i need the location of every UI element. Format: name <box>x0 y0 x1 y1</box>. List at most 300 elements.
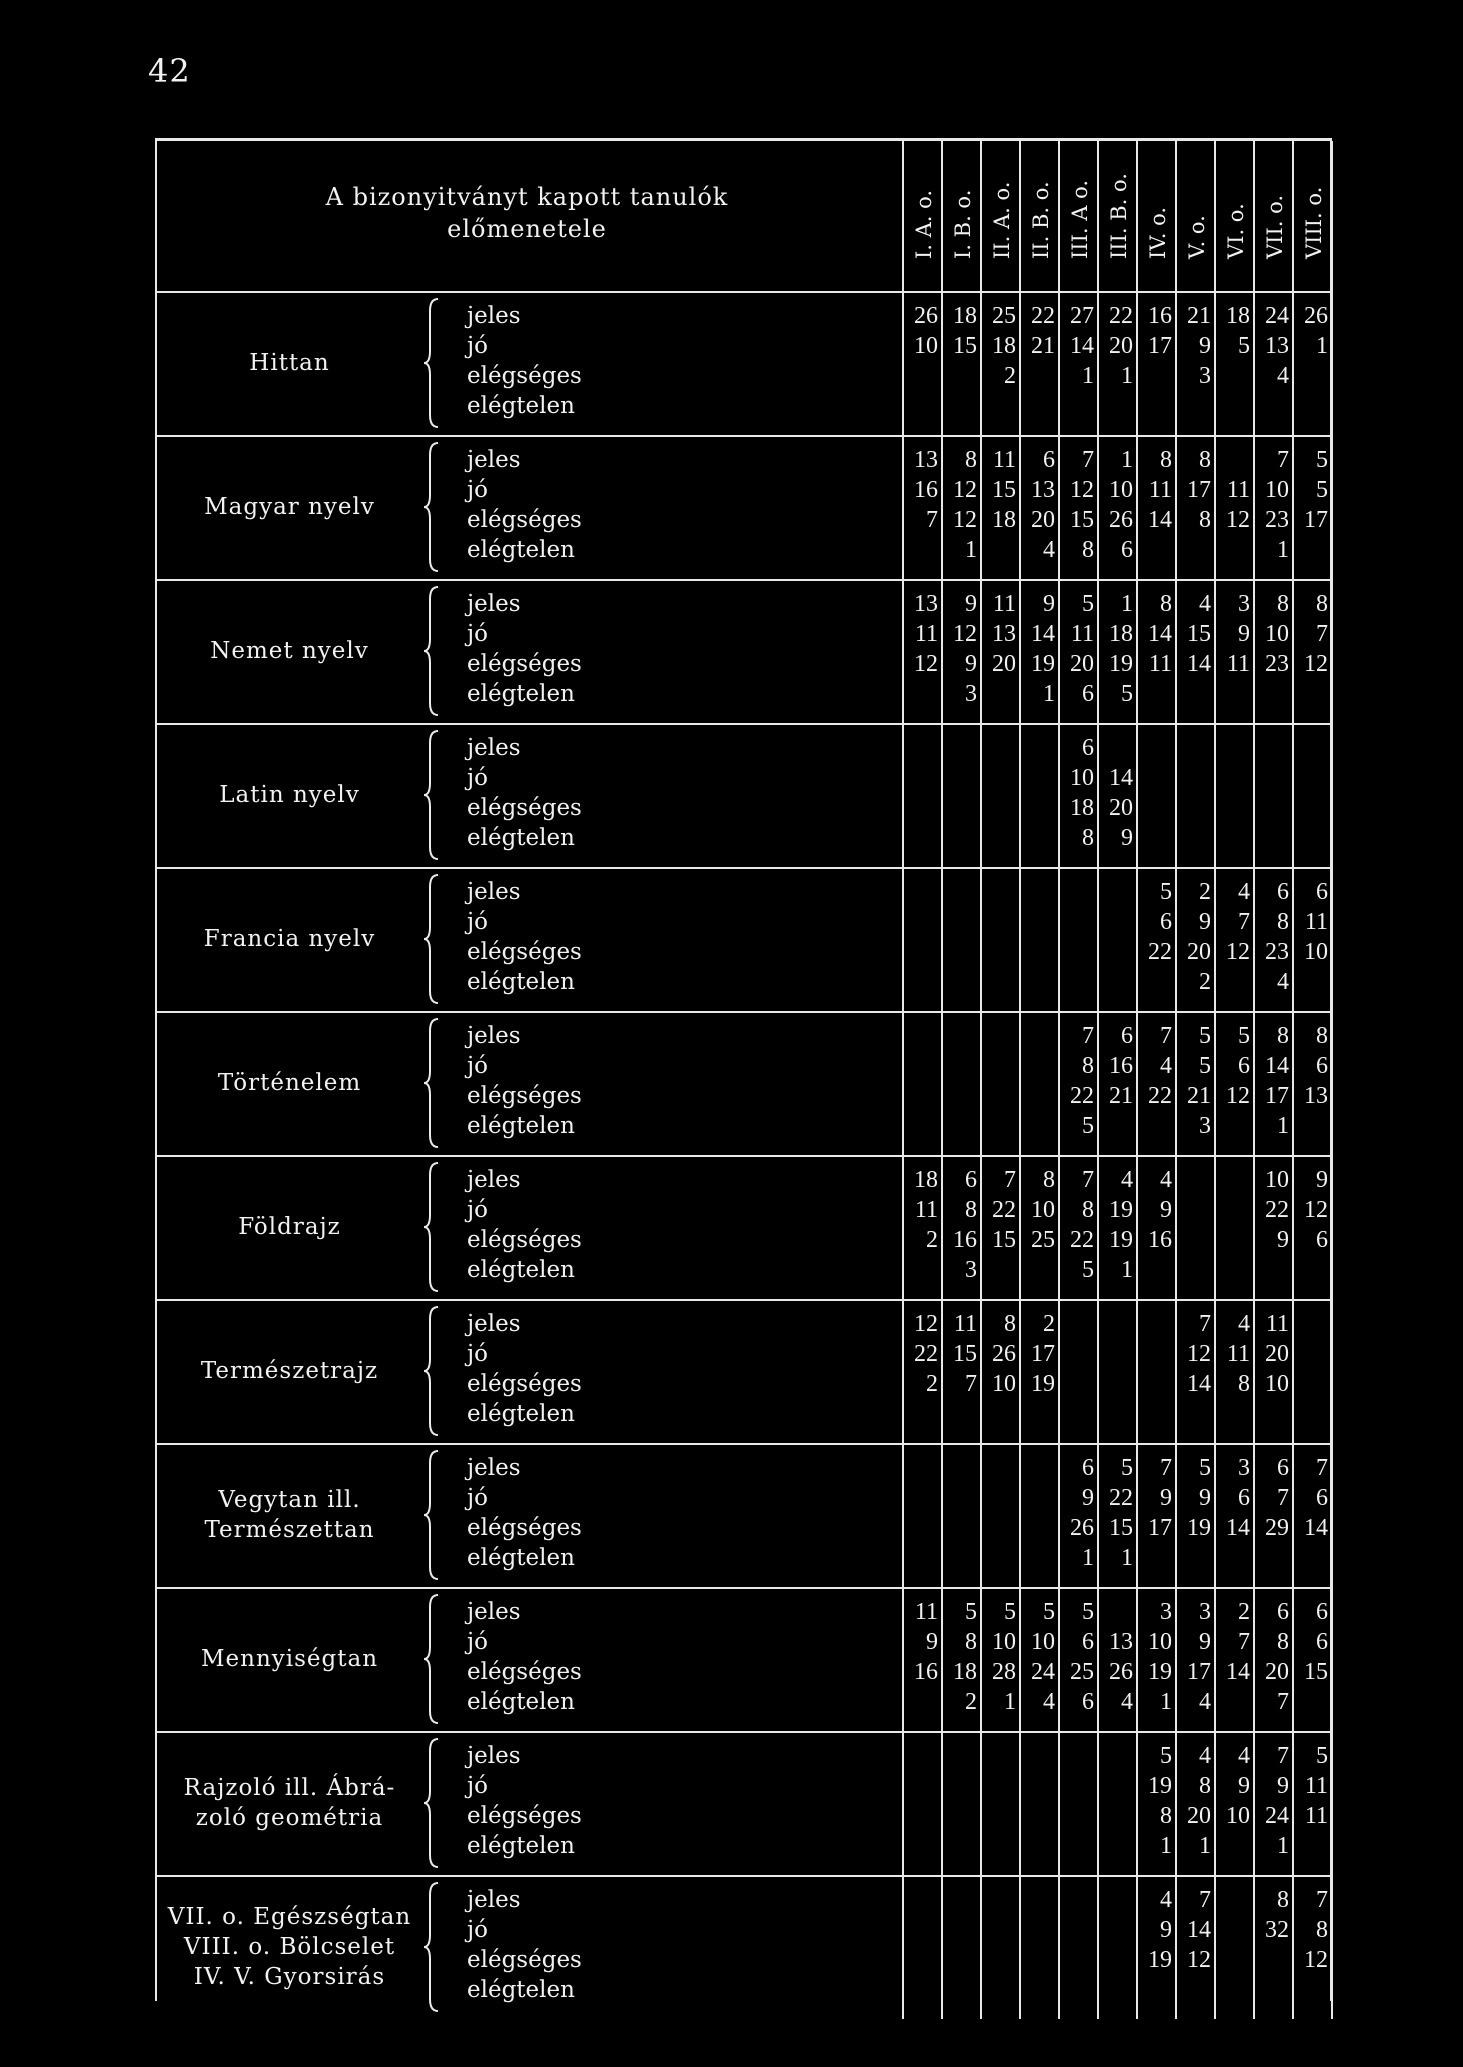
count-cell <box>980 1975 1019 2005</box>
count-cell: 2 <box>1043 1311 1055 1337</box>
count-cell: 2 <box>1238 1599 1250 1625</box>
count-cell: 9 <box>926 1629 938 1655</box>
count-cell <box>1136 1399 1175 1429</box>
column-header-label: III. A o. <box>1067 179 1092 259</box>
count-cell: 20 <box>992 651 1016 677</box>
subject-name: Latin nyelv <box>219 782 360 808</box>
count-cell <box>1019 1483 1058 1513</box>
column-header-label: V. o. <box>1184 215 1209 259</box>
count-cell <box>1214 679 1253 709</box>
count-cell: 13 <box>1304 1083 1328 1109</box>
grade-label: jeles <box>467 303 521 329</box>
count-cell: 14 <box>1070 333 1094 359</box>
column-header <box>941 141 982 291</box>
count-cell <box>1019 1255 1058 1285</box>
count-cell: 19 <box>1109 651 1133 677</box>
count-cell <box>1175 679 1214 709</box>
count-cell: 7 <box>1082 1023 1094 1049</box>
count-cell <box>1175 1255 1214 1285</box>
count-cell <box>902 907 941 937</box>
count-cell <box>980 937 1019 967</box>
count-cell: 5 <box>1004 1599 1016 1625</box>
count-cell <box>980 1255 1019 1285</box>
count-cell <box>1136 1309 1175 1339</box>
count-cell <box>902 679 941 709</box>
count-cell <box>1253 679 1292 709</box>
count-cell: 7 <box>1160 1455 1172 1481</box>
count-cell <box>980 1831 1019 1861</box>
count-cell <box>941 1513 980 1543</box>
subject-section <box>157 867 1332 1011</box>
count-cell <box>1058 937 1097 967</box>
count-cell <box>980 1741 1019 1771</box>
subject-name: Vegytan ill. Természettan <box>204 1487 375 1543</box>
count-cell: 6 <box>1316 1629 1328 1655</box>
count-cell: 5 <box>1121 1455 1133 1481</box>
count-cell <box>980 967 1019 997</box>
count-cell: 12 <box>1304 1197 1328 1223</box>
subject-name: Francia nyelv <box>203 926 376 952</box>
count-grid <box>902 1155 1332 1299</box>
count-cell: 3 <box>1199 1599 1211 1625</box>
count-cell <box>1136 823 1175 853</box>
subject-section <box>157 1587 1332 1731</box>
count-cell: 12 <box>1187 1947 1211 1973</box>
count-cell: 19 <box>1148 1773 1172 1799</box>
count-cell <box>1058 967 1097 997</box>
column-header-label: IV. o. <box>1145 206 1170 259</box>
count-cell: 6 <box>1316 1227 1328 1253</box>
count-cell <box>1097 1975 1136 2005</box>
count-cell: 5 <box>1160 1743 1172 1769</box>
count-cell: 7 <box>1082 1167 1094 1193</box>
count-cell <box>1214 391 1253 421</box>
count-cell <box>941 1021 980 1051</box>
count-cell: 14 <box>1187 1917 1211 1943</box>
count-cell: 6 <box>1043 447 1055 473</box>
count-cell: 16 <box>914 477 938 503</box>
count-cell: 22 <box>1148 1083 1172 1109</box>
count-cell: 5 <box>1238 333 1250 359</box>
count-cell <box>1097 1111 1136 1141</box>
count-cell <box>1292 1687 1331 1717</box>
count-cell <box>1292 1399 1331 1429</box>
count-cell <box>1175 1543 1214 1573</box>
count-cell <box>1292 1369 1331 1399</box>
column-header <box>1214 141 1255 291</box>
count-cell: 28 <box>992 1659 1016 1685</box>
count-cell: 6 <box>1316 1485 1328 1511</box>
count-cell <box>1292 535 1331 565</box>
subject-section <box>157 1731 1332 1875</box>
count-cell <box>980 907 1019 937</box>
column-header <box>1253 141 1294 291</box>
count-cell: 11 <box>1265 1311 1289 1337</box>
count-cell: 22 <box>914 1341 938 1367</box>
count-cell <box>1253 793 1292 823</box>
count-cell: 6 <box>1082 1629 1094 1655</box>
count-cell: 21 <box>1109 1083 1133 1109</box>
count-cell: 20 <box>1031 507 1055 533</box>
count-cell <box>902 937 941 967</box>
count-cell <box>1097 1597 1136 1627</box>
count-cell: 17 <box>1031 1341 1055 1367</box>
count-cell: 8 <box>1199 447 1211 473</box>
subject-name: Hittan <box>249 350 330 376</box>
count-cell: 8 <box>1160 1803 1172 1829</box>
count-cell: 26 <box>1109 1659 1133 1685</box>
count-cell <box>941 1111 980 1141</box>
count-cell <box>1058 1339 1097 1369</box>
count-cell: 26 <box>1070 1515 1094 1541</box>
count-cell: 10 <box>1031 1197 1055 1223</box>
count-cell <box>1136 361 1175 391</box>
count-cell <box>1097 1771 1136 1801</box>
count-cell: 20 <box>1187 1803 1211 1829</box>
count-cell: 5 <box>1316 447 1328 473</box>
grade-label: elégséges <box>467 507 582 533</box>
count-cell: 7 <box>1082 447 1094 473</box>
count-cell <box>1019 1453 1058 1483</box>
count-cell <box>902 823 941 853</box>
count-cell <box>1214 793 1253 823</box>
count-cell: 21 <box>1031 333 1055 359</box>
count-cell: 8 <box>965 1197 977 1223</box>
count-cell: 4 <box>1043 537 1055 563</box>
count-cell <box>1175 1975 1214 2005</box>
count-cell: 4 <box>1121 1167 1133 1193</box>
count-cell <box>1214 763 1253 793</box>
count-cell: 6 <box>1160 909 1172 935</box>
grade-labels <box>467 1021 867 1141</box>
count-cell: 11 <box>914 621 938 647</box>
count-cell: 7 <box>1160 1023 1172 1049</box>
count-cell: 22 <box>1109 303 1133 329</box>
table-right-edge <box>1330 141 1333 2001</box>
grade-label: elégtelen <box>467 1545 575 1571</box>
count-cell: 10 <box>1265 477 1289 503</box>
curly-brace-icon <box>422 1305 442 1437</box>
count-cell: 26 <box>914 303 938 329</box>
count-cell: 3 <box>1199 363 1211 389</box>
grade-labels <box>467 1309 867 1429</box>
count-cell: 19 <box>1148 1659 1172 1685</box>
count-cell: 5 <box>1043 1599 1055 1625</box>
count-cell <box>1253 1399 1292 1429</box>
count-cell: 5 <box>1082 591 1094 617</box>
count-cell <box>1214 1885 1253 1915</box>
count-cell <box>1136 1543 1175 1573</box>
count-cell: 7 <box>1238 1629 1250 1655</box>
count-cell: 23 <box>1265 507 1289 533</box>
count-cell <box>1253 763 1292 793</box>
count-cell: 10 <box>914 333 938 359</box>
count-cell: 10 <box>1304 939 1328 965</box>
count-cell: 10 <box>1109 477 1133 503</box>
count-cell <box>941 763 980 793</box>
count-cell: 12 <box>914 1311 938 1337</box>
count-cell: 3 <box>1160 1599 1172 1625</box>
count-cell: 17 <box>1148 333 1172 359</box>
count-cell <box>1058 1831 1097 1861</box>
subject-name: Magyar nyelv <box>204 494 375 520</box>
count-cell <box>980 1885 1019 1915</box>
count-cell: 5 <box>1082 1257 1094 1283</box>
subject-name: Földrajz <box>238 1214 341 1240</box>
count-cell: 8 <box>1277 1023 1289 1049</box>
count-cell: 3 <box>965 681 977 707</box>
count-grid <box>902 1587 1332 1731</box>
count-grid <box>902 435 1332 579</box>
count-cell <box>902 1975 941 2005</box>
count-cell: 20 <box>1109 795 1133 821</box>
column-header-label: I. B. o. <box>950 189 975 259</box>
grade-labels <box>467 1885 867 2005</box>
count-cell: 5 <box>1238 1023 1250 1049</box>
caption-line-2: előmenetele <box>447 215 607 243</box>
count-cell: 8 <box>1082 1197 1094 1223</box>
count-cell: 7 <box>1277 1743 1289 1769</box>
count-cell <box>902 1771 941 1801</box>
grade-label: jeles <box>467 735 521 761</box>
count-cell <box>1058 1771 1097 1801</box>
count-cell: 11 <box>1070 621 1094 647</box>
grade-labels <box>467 733 867 853</box>
count-cell <box>1097 1885 1136 1915</box>
count-cell <box>1175 823 1214 853</box>
column-header-label: II. A. o. <box>989 181 1014 259</box>
count-cell <box>980 1081 1019 1111</box>
column-header-label: VI. o. <box>1223 203 1248 259</box>
count-cell <box>1019 907 1058 937</box>
count-cell <box>1214 1945 1253 1975</box>
count-cell: 7 <box>1277 447 1289 473</box>
count-cell: 7 <box>1316 621 1328 647</box>
count-cell: 23 <box>1265 939 1289 965</box>
count-cell: 10 <box>992 1371 1016 1397</box>
count-cell: 4 <box>1199 1689 1211 1715</box>
count-cell: 9 <box>1277 1227 1289 1253</box>
count-grid <box>902 723 1332 867</box>
count-grid <box>902 1011 1332 1155</box>
count-cell: 16 <box>1109 1053 1133 1079</box>
count-cell <box>941 877 980 907</box>
count-cell <box>1136 793 1175 823</box>
grade-labels <box>467 589 867 709</box>
count-cell <box>1292 1543 1331 1573</box>
grade-label: jeles <box>467 1599 521 1625</box>
count-cell <box>1097 1831 1136 1861</box>
count-cell <box>1019 361 1058 391</box>
count-cell: 8 <box>1238 1371 1250 1397</box>
count-cell: 13 <box>914 447 938 473</box>
count-cell <box>1097 907 1136 937</box>
count-cell <box>980 733 1019 763</box>
count-cell <box>941 1771 980 1801</box>
count-cell: 5 <box>1199 1053 1211 1079</box>
count-cell: 11 <box>953 1311 977 1337</box>
count-cell <box>1214 1195 1253 1225</box>
count-cell <box>980 1021 1019 1051</box>
count-cell: 12 <box>1070 477 1094 503</box>
count-cell <box>1058 1975 1097 2005</box>
count-cell <box>1292 1831 1331 1861</box>
count-cell <box>1175 733 1214 763</box>
count-cell <box>1097 937 1136 967</box>
count-cell: 20 <box>1187 939 1211 965</box>
count-cell <box>1253 1945 1292 1975</box>
grade-label: jeles <box>467 1887 521 1913</box>
count-cell <box>1292 1975 1331 2005</box>
grade-label: jeles <box>467 1455 521 1481</box>
count-cell <box>1214 1687 1253 1717</box>
count-cell: 9 <box>1043 591 1055 617</box>
count-cell <box>1136 535 1175 565</box>
count-cell: 16 <box>953 1227 977 1253</box>
count-cell: 5 <box>965 1599 977 1625</box>
count-cell: 10 <box>992 1629 1016 1655</box>
count-cell <box>1058 877 1097 907</box>
count-cell <box>941 823 980 853</box>
count-cell <box>1136 1111 1175 1141</box>
count-cell: 20 <box>1265 1341 1289 1367</box>
count-cell: 18 <box>953 1659 977 1685</box>
subject-section <box>157 1299 1332 1443</box>
count-cell: 19 <box>1109 1197 1133 1223</box>
count-cell: 6 <box>1277 1599 1289 1625</box>
count-cell: 18 <box>953 303 977 329</box>
count-cell: 17 <box>1187 477 1211 503</box>
count-cell: 8 <box>1160 591 1172 617</box>
count-cell <box>980 763 1019 793</box>
count-cell: 11 <box>1304 1803 1328 1829</box>
count-grid <box>902 1875 1332 2019</box>
count-cell: 15 <box>953 1341 977 1367</box>
count-cell <box>1292 793 1331 823</box>
count-cell: 6 <box>1238 1485 1250 1511</box>
count-grid <box>902 579 1332 723</box>
grade-label: elégséges <box>467 651 582 677</box>
count-cell: 12 <box>953 507 977 533</box>
count-cell <box>902 1399 941 1429</box>
count-cell <box>941 793 980 823</box>
count-cell <box>902 361 941 391</box>
count-cell: 19 <box>1031 651 1055 677</box>
count-cell: 19 <box>1031 1371 1055 1397</box>
grade-label: elégtelen <box>467 1689 575 1715</box>
grade-label: elégséges <box>467 795 582 821</box>
count-cell: 8 <box>1043 1167 1055 1193</box>
grade-label: elégséges <box>467 1803 582 1829</box>
count-cell <box>1214 535 1253 565</box>
grade-label: jó <box>467 621 488 647</box>
column-header <box>1097 141 1138 291</box>
count-cell: 7 <box>1238 909 1250 935</box>
count-cell <box>1019 823 1058 853</box>
count-cell: 9 <box>1199 909 1211 935</box>
count-cell: 1 <box>1121 363 1133 389</box>
count-cell: 14 <box>1187 1371 1211 1397</box>
count-cell <box>980 1945 1019 1975</box>
count-cell: 8 <box>1082 1053 1094 1079</box>
grade-label: jó <box>467 1197 488 1223</box>
count-cell: 25 <box>1070 1659 1094 1685</box>
count-cell <box>902 1513 941 1543</box>
grade-label: jó <box>467 1053 488 1079</box>
count-cell: 2 <box>1199 879 1211 905</box>
count-cell: 22 <box>1265 1197 1289 1223</box>
column-headers <box>902 141 1332 291</box>
count-cell: 8 <box>1277 1887 1289 1913</box>
count-cell: 12 <box>953 621 977 647</box>
grade-labels <box>467 445 867 565</box>
count-cell: 13 <box>1031 477 1055 503</box>
count-cell: 4 <box>1277 363 1289 389</box>
count-cell <box>941 1399 980 1429</box>
count-cell: 18 <box>1109 621 1133 647</box>
count-cell: 7 <box>1199 1887 1211 1913</box>
count-cell <box>941 1741 980 1771</box>
count-cell <box>1058 1885 1097 1915</box>
count-cell: 1 <box>1121 1257 1133 1283</box>
count-cell <box>1019 1945 1058 1975</box>
count-cell <box>980 1111 1019 1141</box>
count-cell: 5 <box>1199 1455 1211 1481</box>
curly-brace-icon <box>422 1449 442 1581</box>
count-cell: 13 <box>992 621 1016 647</box>
count-cell <box>1097 1309 1136 1339</box>
count-cell: 13 <box>1109 1629 1133 1655</box>
count-cell: 4 <box>1160 1053 1172 1079</box>
count-cell <box>1058 391 1097 421</box>
count-cell: 32 <box>1265 1917 1289 1943</box>
grade-label: elégséges <box>467 363 582 389</box>
count-cell: 10 <box>1265 621 1289 647</box>
count-cell <box>1136 1369 1175 1399</box>
count-cell: 17 <box>1304 507 1328 533</box>
table-caption <box>157 181 897 245</box>
count-cell: 18 <box>1070 795 1094 821</box>
count-cell <box>1292 1255 1331 1285</box>
count-cell <box>1214 823 1253 853</box>
count-cell <box>1019 1111 1058 1141</box>
count-cell: 6 <box>1121 537 1133 563</box>
count-cell <box>1292 823 1331 853</box>
grade-label: elégtelen <box>467 1977 575 2003</box>
count-cell <box>1253 823 1292 853</box>
count-cell <box>980 1453 1019 1483</box>
count-cell: 23 <box>1265 651 1289 677</box>
column-header <box>1019 141 1060 291</box>
count-cell <box>941 1915 980 1945</box>
count-cell: 5 <box>1316 1743 1328 1769</box>
grade-label: jeles <box>467 879 521 905</box>
count-cell <box>902 1741 941 1771</box>
count-cell <box>902 967 941 997</box>
count-cell: 9 <box>1238 621 1250 647</box>
grade-label: elégséges <box>467 1515 582 1541</box>
count-cell <box>1019 1801 1058 1831</box>
count-cell: 9 <box>1199 1629 1211 1655</box>
subject-name: Nemet nyelv <box>210 638 369 664</box>
count-cell: 12 <box>953 477 977 503</box>
count-cell: 4 <box>1199 1743 1211 1769</box>
count-cell: 14 <box>1187 651 1211 677</box>
count-cell: 1 <box>1277 1833 1289 1859</box>
grade-labels <box>467 301 867 421</box>
count-cell: 10 <box>1070 765 1094 791</box>
count-cell: 5 <box>1199 1023 1211 1049</box>
